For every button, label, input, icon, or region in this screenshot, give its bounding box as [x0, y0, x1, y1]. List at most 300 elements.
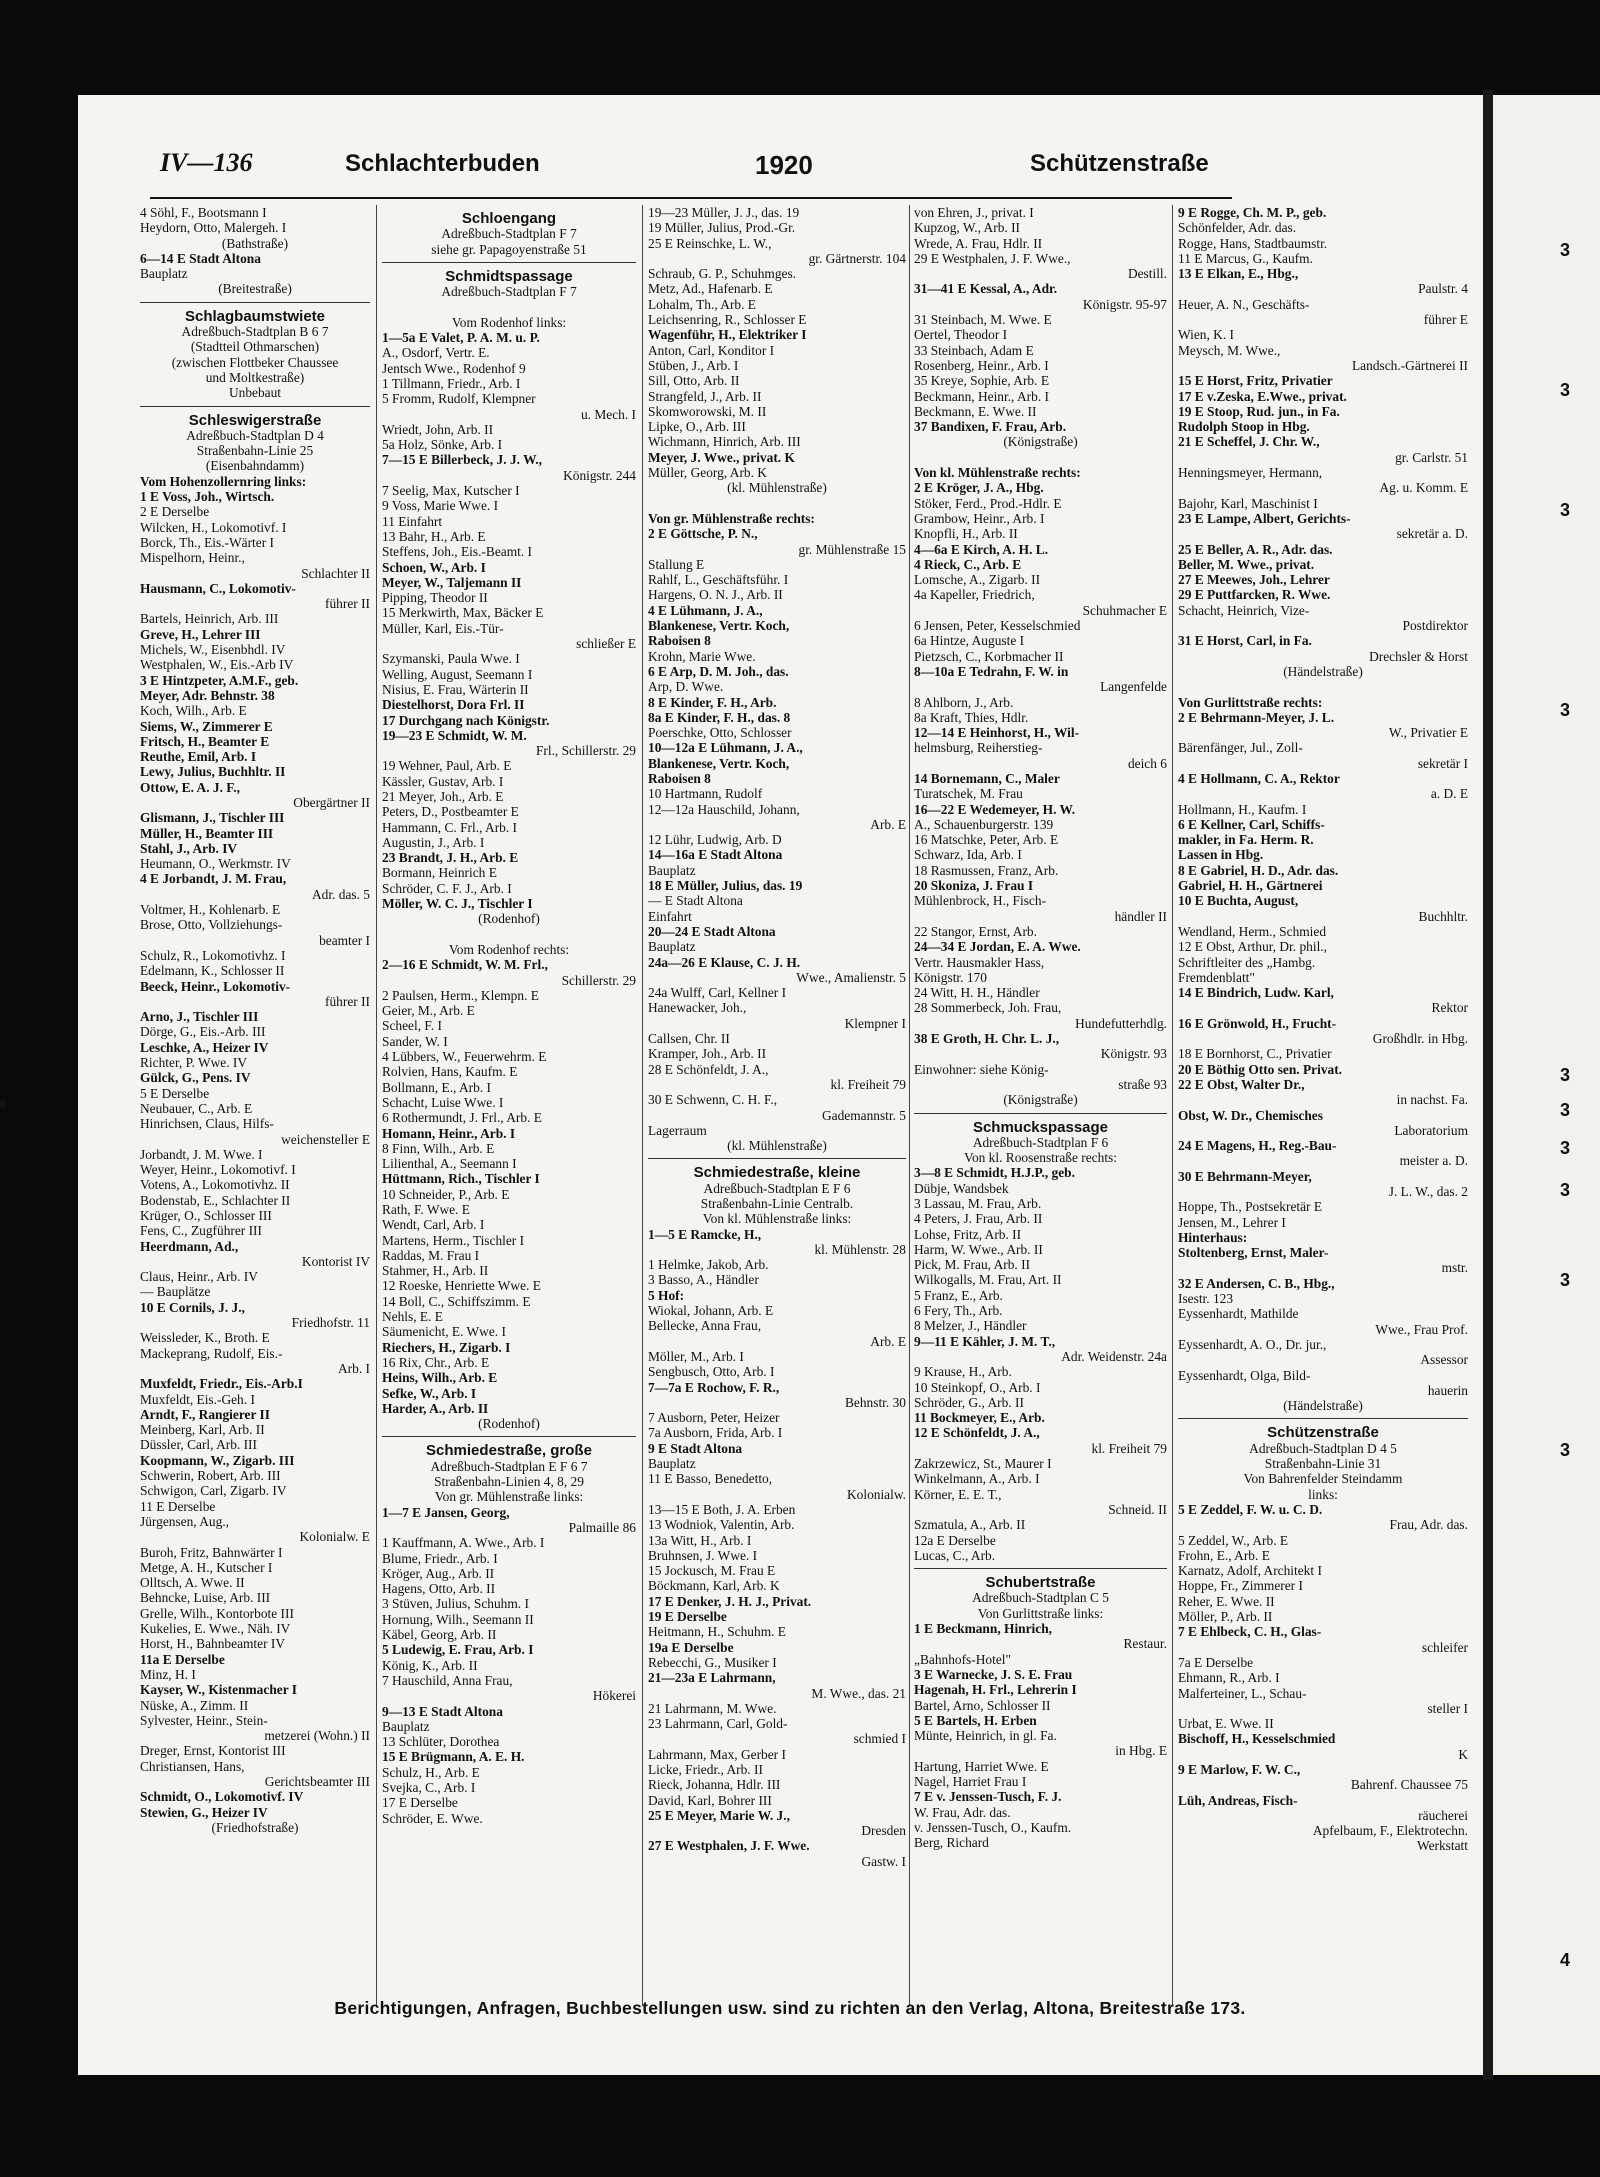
street-heading: Schmiedestraße, kleine: [693, 1164, 861, 1182]
directory-entry: Wwe., Frau Prof.: [1375, 1321, 1468, 1337]
directory-entry: Hoppe, Th., Postsekretär E: [1178, 1199, 1323, 1215]
directory-entry: Muxfeldt, Eis.-Geh. I: [140, 1391, 255, 1407]
directory-entry: Isestr. 123: [1178, 1291, 1234, 1307]
directory-entry: Jorbandt, J. M. Wwe. I: [140, 1146, 263, 1162]
facing-page-mark: 3: [1560, 1138, 1571, 1158]
directory-entry: 1—5a E Valet, P. A. M. u. P.: [382, 330, 540, 346]
directory-entry: 1 E Beckmann, Hinrich,: [914, 1621, 1053, 1637]
directory-entry: Turatschek, M. Frau: [914, 786, 1023, 802]
section-rule: [140, 406, 370, 407]
column-1: [140, 205, 370, 2005]
directory-entry: Sengbusch, Otto, Arb. I: [648, 1364, 775, 1380]
directory-entry: Meinberg, Karl, Arb. II: [140, 1422, 265, 1438]
directory-entry: 4 Söhl, F., Bootsmann I: [140, 205, 267, 220]
directory-entry: (zwischen Flottbeker Chaussee: [171, 354, 339, 370]
directory-entry: 31 E Horst, Carl, in Fa.: [1178, 633, 1312, 649]
directory-entry: Wagenführ, H., Elektriker I: [648, 327, 807, 343]
directory-entry: 27 E Westphalen, J. F. Wwe.: [648, 1838, 810, 1854]
directory-entry: Wriedt, John, Arb. II: [382, 421, 494, 437]
directory-entry: Von kl. Roosenstraße rechts:: [964, 1150, 1117, 1166]
directory-entry: Stahl, J., Arb. IV: [140, 840, 238, 856]
directory-entry: Bollmann, E., Arb. I: [382, 1079, 491, 1095]
directory-entry: Kontorist IV: [301, 1253, 370, 1269]
directory-entry: 10 Steinkopf, O., Arb. I: [914, 1379, 1041, 1395]
section-rule: [914, 1113, 1167, 1114]
street-heading: Schlagbaumstwiete: [184, 307, 326, 325]
directory-entry: Paulstr. 4: [1418, 281, 1468, 297]
directory-entry: Destill.: [1127, 266, 1167, 282]
directory-entry: Jensen, M., Lehrer I: [1178, 1214, 1286, 1230]
directory-entry: führer II: [325, 993, 370, 1009]
directory-entry: 23 Lahrmann, Carl, Gold-: [648, 1716, 788, 1732]
directory-entry: Bärenfänger, Jul., Zoll-: [1178, 740, 1303, 756]
directory-entry: 13—15 E Both, J. A. Erben: [648, 1501, 796, 1517]
directory-entry: Rolvien, Hans, Kaufm. E: [382, 1064, 518, 1080]
directory-entry: 2 E Behrmann-Meyer, J. L.: [1178, 709, 1335, 725]
directory-entry: (Friedhofstraße): [211, 1819, 299, 1835]
directory-entry: Wilcken, H., Lokomotivf. I: [140, 519, 287, 535]
directory-entry: Berg, Richard: [914, 1835, 989, 1851]
directory-entry: 28 Sommerbeck, Joh. Frau,: [914, 1000, 1062, 1016]
directory-entry: Heydorn, Otto, Malergeh. I: [140, 220, 287, 236]
directory-entry: 15 E Horst, Fritz, Privatier: [1178, 373, 1333, 389]
directory-entry: 8 E Kinder, F. H., Arb.: [648, 694, 777, 710]
directory-entry: Claus, Heinr., Arb. IV: [140, 1269, 258, 1285]
directory-entry: Hinrichsen, Claus, Hilfs-: [140, 1116, 274, 1132]
directory-entry: Borck, Th., Eis.-Wärter I: [140, 534, 274, 550]
directory-entry: Rath, F. Wwe. E: [382, 1202, 470, 1217]
directory-entry: Vom Rodenhof links:: [451, 314, 567, 330]
directory-entry: 2—16 E Schmidt, W. M. Frl.,: [382, 957, 548, 973]
directory-entry: Lewy, Julius, Buchhltr. II: [140, 764, 286, 780]
directory-entry: 18 Rasmussen, Franz, Arb.: [914, 862, 1059, 878]
directory-entry: Kröger, Aug., Arb. II: [382, 1565, 495, 1581]
directory-entry: Voltmer, H., Kohlenarb. E: [140, 902, 281, 918]
directory-entry: 14 E Bindrich, Ludw. Karl,: [1178, 985, 1334, 1001]
directory-entry: 1 Kauffmann, A. Wwe., Arb. I: [382, 1535, 545, 1551]
directory-entry: Fens, C., Zugführer III: [140, 1223, 262, 1239]
directory-entry: Obst, W. Dr., Chemisches: [1178, 1107, 1323, 1123]
directory-entry: Wwe., Amalienstr. 5: [796, 969, 906, 985]
directory-entry: 16—22 E Wedemeyer, H. W.: [914, 801, 1076, 817]
directory-entry: Schwerin, Robert, Arb. III: [140, 1468, 281, 1484]
directory-entry: (Rodenhof): [478, 911, 540, 927]
directory-entry: Hargens, O. N. J., Arb. II: [648, 587, 783, 603]
directory-entry: Licke, Friedr., Arb. II: [648, 1761, 763, 1777]
directory-entry: Kayser, W., Kistenmacher I: [140, 1682, 297, 1698]
directory-entry: (Stadtteil Othmarschen): [190, 339, 320, 355]
street-heading: Schloengang: [461, 210, 557, 227]
directory-entry: Bahrenf. Chaussee 75: [1350, 1777, 1468, 1793]
directory-entry: Buroh, Fritz, Bahnwärter I: [140, 1544, 283, 1560]
directory-entry: Rektor: [1431, 1000, 1468, 1016]
directory-entry: Arno, J., Tischler III: [140, 1009, 259, 1025]
directory-entry: Westphalen, W., Eis.-Arb IV: [140, 657, 294, 673]
directory-entry: 1 Helmke, Jakob, Arb.: [648, 1257, 769, 1273]
directory-entry: Wendland, Herm., Schmied: [1178, 923, 1327, 939]
directory-entry: helmsburg, Reiherstieg-: [914, 740, 1043, 756]
directory-entry: 6 E Kellner, Carl, Schiffs-: [1178, 816, 1325, 832]
directory-entry: Neubauer, C., Arb. E: [140, 1100, 253, 1116]
directory-entry: 12a E Derselbe: [914, 1532, 996, 1548]
directory-entry: 6 Fery, Th., Arb.: [914, 1303, 1003, 1319]
directory-entry: Lohalm, Th., Arb. E: [648, 296, 756, 312]
page-header: [150, 142, 1230, 182]
directory-entry: Eyssenhardt, Olga, Bild-: [1178, 1367, 1311, 1383]
directory-entry: gr. Gärtnerstr. 104: [808, 250, 906, 266]
directory-entry: 8 Finn, Wilh., Arb. E: [382, 1140, 495, 1156]
directory-entry: (Königstraße): [1003, 434, 1078, 450]
directory-entry: Weissleder, K., Broth. E: [140, 1330, 270, 1346]
directory-entry: mstr.: [1441, 1260, 1468, 1276]
directory-entry: Mispelhorn, Heinr.,: [140, 550, 245, 566]
directory-entry: 20 E Böthig Otto sen. Privat.: [1178, 1061, 1343, 1077]
directory-entry: Wrede, A. Frau, Hdlr. II: [914, 235, 1043, 251]
directory-entry: Ag. u. Komm. E: [1379, 480, 1468, 496]
directory-entry: Düssler, Carl, Arb. III: [140, 1437, 257, 1453]
directory-entry: Koopmann, W., Zigarb. III: [140, 1452, 295, 1468]
directory-entry: schleifer: [1421, 1639, 1468, 1655]
street-heading: Schützenstraße: [1267, 1424, 1379, 1442]
directory-entry: 5 E Zeddel, F. W. u. C. D.: [1178, 1501, 1323, 1517]
directory-entry: Vom Rodenhof rechts:: [448, 941, 570, 957]
column-divider: [909, 205, 910, 2005]
directory-entry: Steffens, Joh., Eis.-Beamt. I: [382, 544, 533, 560]
directory-entry: Adreßbuch-Stadtplan C 5: [972, 1590, 1109, 1606]
directory-entry: 10 Hartmann, Rudolf: [648, 786, 763, 802]
directory-entry: 3 E Warnecke, J. S. E. Frau: [914, 1666, 1073, 1682]
directory-entry: 22 Stangor, Ernst, Arb.: [914, 923, 1037, 939]
directory-entry: 3 Basso, A., Händler: [648, 1272, 759, 1288]
directory-entry: Einfahrt: [648, 908, 692, 924]
directory-entry: Lahrmann, Max, Gerber I: [648, 1746, 786, 1762]
directory-entry: Bodenstab, E., Schlachter II: [140, 1192, 291, 1208]
directory-entry: Brose, Otto, Vollziehungs-: [140, 917, 283, 933]
directory-entry: Blankenese, Vertr. Koch,: [648, 618, 790, 634]
directory-entry: 13 E Elkan, E., Hbg.,: [1178, 266, 1299, 282]
directory-entry: Gerichtsbeamter III: [264, 1773, 370, 1789]
directory-entry: Arp, D. Wwe.: [648, 679, 724, 695]
directory-entry: 19 Wehner, Paul, Arb. E: [382, 758, 512, 774]
directory-entry: 17 E Derselbe: [382, 1795, 458, 1811]
directory-entry: Bischoff, H., Kesselschmied: [1178, 1731, 1336, 1747]
directory-entry: 1 Tillmann, Friedr., Arb. I: [382, 375, 521, 391]
directory-entry: deich 6: [1127, 755, 1167, 771]
directory-entry: König, K., Arb. II: [382, 1657, 478, 1673]
directory-entry: Sefke, W., Arb. I: [382, 1385, 477, 1401]
directory-entry: Möller, W. C. J., Tischler I: [382, 896, 533, 912]
directory-entry: 10 Schneider, P., Arb. E: [382, 1186, 510, 1202]
directory-entry: Fremdenblatt": [1178, 969, 1255, 985]
directory-entry: Mackeprang, Rudolf, Eis.-: [140, 1345, 283, 1361]
directory-entry: Straßenbahn-Linien 4, 8, 29: [434, 1474, 584, 1490]
directory-entry: Meysch, M. Wwe.,: [1178, 342, 1281, 358]
directory-entry: Stüben, J., Arb. I: [648, 357, 739, 373]
directory-entry: Bauplatz: [648, 1456, 696, 1472]
directory-entry: 19 E Stoop, Rud. jun., in Fa.: [1178, 403, 1340, 419]
directory-entry: Arndt, F., Rangierer II: [140, 1406, 270, 1422]
directory-entry: Olltsch, A. Wwe. II: [140, 1575, 245, 1591]
directory-entry: 11 E Marcus, G., Kaufm.: [1178, 250, 1313, 266]
directory-entry: 5 Fromm, Rudolf, Klempner: [382, 391, 536, 407]
directory-entry: Urbat, E. Wwe. II: [1178, 1716, 1274, 1732]
directory-entry: 4 E Lühmann, J. A.,: [648, 602, 763, 618]
directory-entry: Lipke, O., Arb. III: [648, 419, 746, 435]
directory-entry: Schriftleiter des „Hambg.: [1178, 954, 1316, 970]
directory-entry: Buchhltr.: [1418, 908, 1468, 924]
directory-entry: 11 Einfahrt: [382, 513, 443, 529]
scan-mark: [0, 1100, 6, 1108]
directory-entry: Skomworowski, M. II: [648, 403, 767, 419]
directory-entry: 5 Zeddel, W., Arb. E: [1178, 1532, 1289, 1548]
directory-entry: Königstr. 244: [563, 467, 636, 483]
directory-entry: Votens, A., Lokomotivhz. II: [140, 1177, 290, 1193]
directory-entry: Pietzsch, C., Korbmacher II: [914, 648, 1064, 664]
directory-entry: Knopfli, H., Arb. II: [914, 526, 1018, 542]
directory-entry: makler, in Fa. Herm. R.: [1178, 832, 1314, 848]
directory-entry: Bellecke, Anna Frau,: [648, 1318, 762, 1334]
directory-entry: Lomsche, A., Zigarb. II: [914, 572, 1041, 588]
directory-entry: Rieck, Johanna, Hdlr. III: [648, 1777, 781, 1793]
directory-entry: (Bathstraße): [221, 235, 289, 251]
directory-entry: Von gr. Mühlenstraße rechts:: [648, 510, 815, 526]
directory-entry: räucherei: [1418, 1807, 1468, 1823]
directory-entry: Schmidt, O., Lokomotivf. IV: [140, 1789, 304, 1805]
directory-entry: Diestelhorst, Dora Frl. II: [382, 697, 525, 713]
directory-entry: beamter I: [319, 932, 370, 948]
directory-entry: Ehmann, R., Arb. I: [1178, 1670, 1280, 1686]
directory-entry: 12 Roeske, Henriette Wwe. E: [382, 1278, 541, 1294]
directory-entry: Welling, August, Seemann I: [382, 666, 533, 682]
directory-entry: Böckmann, Karl, Arb. K: [648, 1578, 780, 1594]
directory-entry: Fritsch, H., Beamter E: [140, 733, 270, 749]
directory-entry: Kukelies, E. Wwe., Näh. IV: [140, 1621, 291, 1637]
directory-entry: Von Bahrenfelder Steindamm: [1243, 1471, 1403, 1487]
directory-entry: 2 E Kröger, J. A., Hbg.: [914, 480, 1044, 496]
directory-entry: Dübje, Wandsbek: [914, 1180, 1009, 1196]
directory-entry: Adreßbuch-Stadtplan E F 6 7: [430, 1458, 588, 1474]
directory-entry: Straßenbahn-Linie 25: [196, 443, 314, 459]
directory-entry: Horst, H., Bahnbeamter IV: [140, 1636, 286, 1652]
facing-page-mark: 3: [1560, 1270, 1571, 1290]
year-heading: 1920: [755, 150, 813, 180]
directory-entry: 10 E Buchta, August,: [1178, 893, 1299, 909]
directory-entry: Schuhmacher E: [1082, 602, 1167, 618]
column-divider: [642, 205, 643, 2005]
directory-entry: Poerschke, Otto, Schlosser: [648, 725, 792, 741]
directory-entry: Großhdlr. in Hbg.: [1372, 1031, 1468, 1047]
directory-entry: Stewien, G., Heizer IV: [140, 1804, 268, 1820]
directory-entry: weichensteller E: [281, 1131, 370, 1147]
directory-entry: 33 Steinbach, Adam E: [914, 342, 1034, 358]
directory-entry: Lilienthal, A., Seemann I: [382, 1156, 517, 1172]
directory-entry: Wendt, Carl, Arb. I: [382, 1217, 485, 1233]
publisher-footer: Berichtigungen, Anfragen, Buchbestellungen usw. sind zu richten an den Verlag, Altona, Breitestraße 173.: [334, 1998, 1246, 2018]
directory-entry: 29 E Westphalen, J. F. Wwe.,: [914, 250, 1071, 266]
directory-entry: 17 E Denker, J. H. J., Privat.: [648, 1593, 812, 1609]
directory-entry: 27 E Meewes, Joh., Lehrer: [1178, 572, 1330, 588]
directory-entry: hauerin: [1427, 1382, 1468, 1398]
directory-entry: Schraub, G. P., Schuhmges.: [648, 266, 797, 282]
directory-entry: 24a Wulff, Carl, Kellner I: [648, 985, 787, 1001]
directory-entry: 24—34 E Jordan, E. A. Wwe.: [914, 939, 1081, 955]
directory-entry: 6—14 E Stadt Altona: [140, 250, 261, 266]
directory-entry: Körner, E. E. T.,: [914, 1486, 1002, 1502]
directory-entry: Von gr. Mühlenstraße links:: [434, 1489, 584, 1505]
directory-entry: 13 Schlüter, Dorothea: [382, 1734, 500, 1750]
directory-entry: Meyer, J. Wwe., privat. K: [648, 449, 795, 465]
directory-entry: Von kl. Mühlenstraße rechts:: [914, 465, 1081, 481]
column-2: [382, 205, 636, 2005]
directory-entry: Homann, Heinr., Arb. I: [382, 1125, 516, 1141]
directory-entry: von Ehren, J., privat. I: [914, 205, 1034, 220]
directory-entry: Muxfeldt, Friedr., Eis.-Arb.I: [140, 1376, 303, 1392]
directory-entry: 9—13 E Stadt Altona: [382, 1703, 503, 1719]
directory-entry: 18 E Bornhorst, C., Privatier: [1178, 1046, 1332, 1062]
directory-entry: Königstr. 93: [1100, 1046, 1167, 1062]
directory-entry: 9 E Rogge, Ch. M. P., geb.: [1178, 205, 1327, 220]
directory-entry: Bartel, Arno, Schlosser II: [914, 1697, 1051, 1713]
directory-entry: 3—8 E Schmidt, H.J.P., geb.: [914, 1165, 1075, 1181]
directory-entry: 17 Durchgang nach Königstr.: [382, 712, 550, 728]
directory-entry: Behncke, Luise, Arb. III: [140, 1590, 271, 1606]
directory-entry: 8a Kraft, Thies, Hdlr.: [914, 709, 1029, 725]
directory-entry: 25 E Meyer, Marie W. J.,: [648, 1807, 790, 1823]
directory-entry: 4—6a E Kirch, A. H. L.: [914, 541, 1049, 557]
directory-entry: Assessor: [1420, 1352, 1468, 1368]
directory-entry: 7 Seelig, Max, Kutscher I: [382, 483, 520, 499]
directory-entry: Rogge, Hans, Stadtbaumstr.: [1178, 235, 1328, 251]
directory-entry: Bauplatz: [382, 1718, 430, 1734]
directory-entry: Bormann, Heinrich E: [382, 865, 497, 881]
directory-entry: Rudolph Stoop in Hbg.: [1178, 419, 1310, 435]
directory-entry: W. Frau, Adr. das.: [914, 1804, 1011, 1820]
directory-entry: Bauplatz: [140, 266, 188, 282]
directory-entry: Hinterhaus:: [1178, 1229, 1248, 1245]
directory-entry: Adr. das. 5: [311, 886, 370, 902]
facing-page-mark: 3: [1560, 1180, 1571, 1200]
directory-entry: links:: [1308, 1486, 1338, 1502]
directory-entry: Müller, Georg, Arb. K: [648, 465, 767, 481]
directory-entry: Glismann, J., Tischler III: [140, 810, 285, 826]
directory-entry: 11 Bockmeyer, E., Arb.: [914, 1410, 1045, 1426]
directory-entry: Heuer, A. N., Geschäfts-: [1178, 296, 1310, 312]
section-rule: [914, 1568, 1167, 1569]
directory-entry: Lohse, Fritz, Arb. II: [914, 1226, 1022, 1242]
directory-entry: Werkstatt: [1417, 1838, 1468, 1854]
directory-entry: gr. Mühlenstraße 15: [798, 541, 906, 557]
directory-entry: Hornung, Wilh., Seemann II: [382, 1611, 534, 1627]
directory-entry: 16 Matschke, Peter, Arb. E: [914, 832, 1059, 848]
directory-entry: Wien, K. I: [1178, 327, 1234, 343]
directory-entry: Leschke, A., Heizer IV: [140, 1039, 269, 1055]
directory-entry: 1—7 E Jansen, Georg,: [382, 1504, 510, 1520]
directory-entry: 7a E Derselbe: [1178, 1654, 1254, 1670]
directory-entry: Arb. E: [870, 816, 906, 832]
directory-entry: Vom Hohenzollernring links:: [140, 473, 307, 489]
directory-entry: 9 E Stadt Altona: [648, 1440, 743, 1456]
directory-entry: Müller, Karl, Eis.-Tür-: [382, 620, 504, 636]
directory-entry: Schneid. II: [1108, 1501, 1167, 1517]
directory-entry: 28 E Schönfeldt, J. A.,: [648, 1061, 769, 1077]
directory-entry: Krohn, Marie Wwe.: [648, 648, 756, 664]
directory-entry: Dresden: [861, 1823, 906, 1839]
directory-entry: 16 Rix, Chr., Arb. E: [382, 1354, 490, 1370]
directory-entry: 3 E Hintzpeter, A.M.F., geb.: [140, 672, 299, 688]
section-rule: [1178, 1418, 1468, 1419]
directory-entry: Von kl. Mühlenstraße links:: [702, 1211, 852, 1227]
directory-entry: Gülck, G., Pens. IV: [140, 1070, 251, 1086]
directory-entry: Hökerei: [592, 1688, 636, 1704]
right-running-title: Schützenstraße: [1030, 150, 1209, 177]
directory-entry: 11 E Basso, Benedetto,: [648, 1471, 773, 1487]
directory-entry: 12—12a Hauschild, Johann,: [648, 801, 800, 817]
directory-entry: Stallung E: [648, 556, 705, 572]
directory-entry: Sill, Otto, Arb. II: [648, 373, 740, 389]
directory-entry: Michels, W., Eisenbhdl. IV: [140, 642, 286, 658]
directory-entry: Winkelmann, A., Arb. I: [914, 1471, 1040, 1487]
directory-entry: 9 Voss, Marie Wwe. I: [382, 498, 499, 514]
directory-entry: 5 E Bartels, H. Erben: [914, 1712, 1037, 1728]
street-heading: Schmiedestraße, große: [426, 1442, 592, 1460]
street-heading: Schmidtspassage: [445, 267, 573, 285]
page-number: IV—136: [160, 148, 253, 177]
directory-entry: Heins, Wilh., Arb. E: [382, 1370, 498, 1386]
directory-entry: — E Stadt Altona: [648, 893, 743, 909]
directory-entry: Anton, Carl, Konditor I: [648, 342, 775, 358]
directory-entry: Dörge, G., Eis.-Arb. III: [140, 1024, 266, 1040]
directory-entry: Grelle, Wilh., Kontorbote III: [140, 1605, 294, 1621]
directory-entry: Raddas, M. Frau I: [382, 1247, 480, 1263]
directory-entry: Von Gurlittstraße links:: [977, 1605, 1104, 1621]
section-rule: [382, 262, 636, 263]
directory-entry: Metge, A. H., Kutscher I: [140, 1559, 273, 1575]
directory-entry: 21 Lahrmann, M. Wwe.: [648, 1700, 777, 1716]
directory-entry: Straßenbahn-Linie 31: [1264, 1456, 1382, 1472]
directory-entry: schließer E: [576, 636, 636, 652]
directory-entry: 11 E Derselbe: [140, 1498, 216, 1514]
directory-entry: Obergärtner II: [293, 794, 370, 810]
directory-entry: 2 E Derselbe: [140, 504, 210, 520]
directory-entry: Langenfelde: [1100, 679, 1167, 695]
directory-entry: Frohn, E., Arb. E: [1178, 1547, 1270, 1563]
directory-entry: Von Gurlittstraße rechts:: [1178, 694, 1323, 710]
directory-entry: 1 E Voss, Joh., Wirtsch.: [140, 489, 275, 505]
directory-entry: 8 Ahlborn, J., Arb.: [914, 694, 1014, 710]
directory-entry: Bruhnsen, J. Wwe. I: [648, 1547, 758, 1563]
directory-entry: Arb. E: [870, 1333, 906, 1349]
directory-entry: Käbel, Georg, Arb. II: [382, 1627, 497, 1643]
directory-entry: Blankenese, Vertr. Koch,: [648, 755, 790, 771]
directory-entry: Münte, Heinrich, in gl. Fa.: [914, 1728, 1057, 1744]
directory-entry: Hanewacker, Joh.,: [648, 1000, 747, 1016]
directory-entry: Heitmann, H., Schuhm. E: [648, 1624, 786, 1640]
directory-entry: Sylvester, Heinr., Stein-: [140, 1712, 268, 1728]
directory-entry: 19 Müller, Julius, Prod.-Gr.: [648, 220, 796, 236]
street-heading: Schubertstraße: [985, 1574, 1096, 1592]
directory-entry: 4 Lübbers, W., Feuerwehrm. E: [382, 1049, 547, 1065]
directory-entry: 7 Hauschild, Anna Frau,: [382, 1672, 513, 1688]
directory-entry: 15 E Brügmann, A. E. H.: [382, 1749, 525, 1765]
directory-entry: u. Mech. I: [580, 406, 636, 422]
directory-entry: (Königstraße): [1003, 1092, 1078, 1108]
directory-entry: Bajohr, Karl, Maschinist I: [1178, 495, 1318, 511]
directory-entry: Beckmann, E. Wwe. II: [914, 403, 1037, 419]
directory-entry: 4 Rieck, C., Arb. E: [914, 556, 1022, 572]
directory-entry: Schönfelder, Adr. das.: [1178, 220, 1297, 236]
directory-entry: Königstr. 95-97: [1082, 296, 1167, 312]
directory-entry: Karnatz, Adolf, Architekt I: [1178, 1563, 1322, 1579]
